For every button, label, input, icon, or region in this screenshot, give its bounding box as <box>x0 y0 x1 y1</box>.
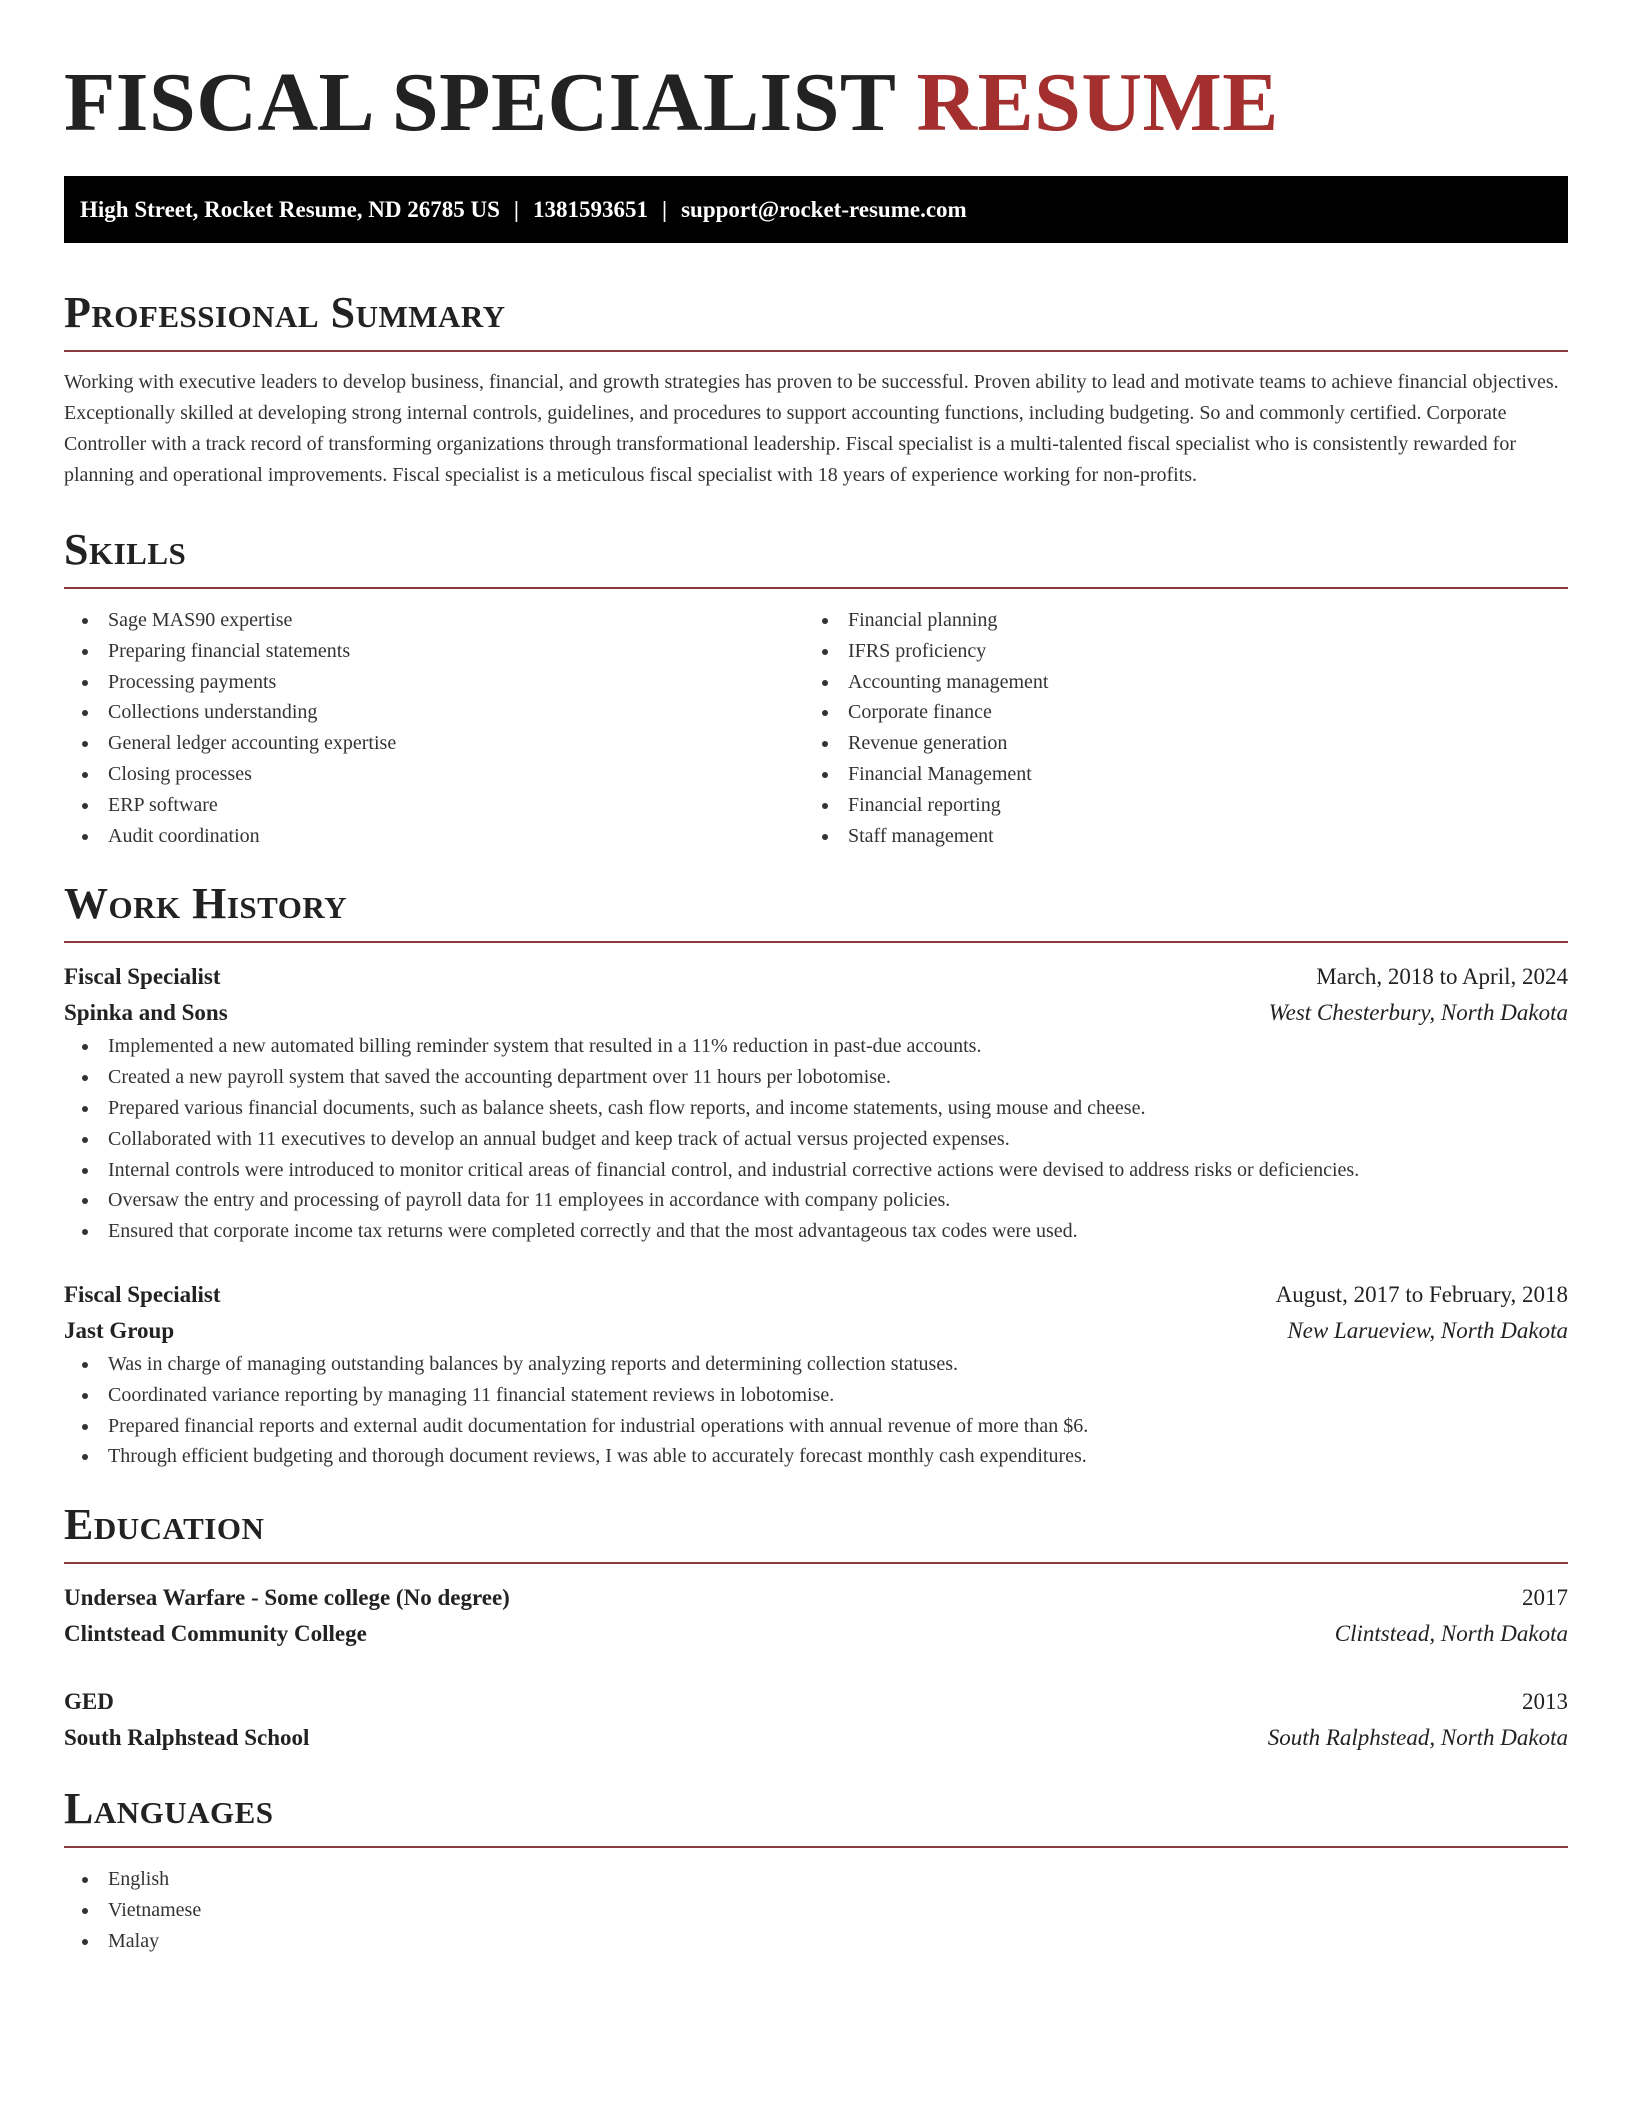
education-degree: Undersea Warfare - Some college (No degree) <box>64 1585 510 1611</box>
resume-page <box>64 58 1568 1957</box>
skill-item: Processing payments <box>64 667 804 698</box>
contact-separator: | <box>513 197 519 222</box>
section-divider <box>64 587 1568 589</box>
skills-list-left <box>64 605 804 851</box>
contact-separator: | <box>662 197 668 222</box>
education-school: South Ralphstead School <box>64 1725 310 1751</box>
summary-text: Working with executive leaders to develop business, financial, and growth strategies has proven to be successful. Proven ability to lead and motivate teams to achieve financial objectives. Exceptionally skilled at developing strong internal controls, guidelines, and procedures to support accounting functions, including budgeting. So and commonly certified. Corporate Controller with a track record of transforming organizations through transformational leadership. Fiscal specialist is a multi-talented fiscal specialist who is consistently rewarded for planning and operational improvements. Fiscal specialist is a meticulous fiscal specialist with 18 years of experience working for non-profits. <box>64 371 1559 486</box>
education-degree-row <box>64 1580 1568 1616</box>
language-item: Malay <box>64 1926 1568 1957</box>
education-year: 2017 <box>1522 1585 1568 1611</box>
education-location: Clintstead, North Dakota <box>1334 1621 1568 1647</box>
languages-list <box>64 1864 1568 1956</box>
language-item: Vietnamese <box>64 1895 1568 1926</box>
job-title: Fiscal Specialist <box>64 964 221 990</box>
title-main: FISCAL SPECIALIST <box>64 56 895 149</box>
job-responsibilities <box>64 1031 1568 1247</box>
summary-section <box>64 288 1568 491</box>
job-company: Spinka and Sons <box>64 1000 228 1026</box>
skill-item: Staff management <box>804 821 1544 852</box>
skill-item: Audit coordination <box>64 821 804 852</box>
skill-item: ERP software <box>64 790 804 821</box>
skill-item: Financial planning <box>804 605 1544 636</box>
job-bullet: Oversaw the entry and processing of payroll data for 11 employees in accordance with company policies. <box>64 1185 1568 1216</box>
work-history-heading: Work History <box>64 879 348 929</box>
job-dates: August, 2017 to February, 2018 <box>1275 1281 1568 1307</box>
job-title: Fiscal Specialist <box>64 1281 221 1307</box>
education-entry <box>64 1684 1568 1756</box>
contact-address: High Street, Rocket Resume, ND 26785 US <box>80 197 500 222</box>
resume-title <box>64 58 1568 148</box>
job-bullet: Prepared various financial documents, such as balance sheets, cash flow reports, and income statements, using mouse and cheese. <box>64 1093 1568 1124</box>
skills-column-left <box>64 605 804 851</box>
job-company-row <box>64 1313 1568 1349</box>
job-bullet: Coordinated variance reporting by managing 11 financial statement reviews in lobotomise. <box>64 1380 1568 1411</box>
job-responsibilities <box>64 1349 1568 1472</box>
skills-section <box>64 525 1568 851</box>
skill-item: Accounting management <box>804 667 1544 698</box>
job-company-row <box>64 995 1568 1031</box>
skill-item: Corporate finance <box>804 697 1544 728</box>
job-location: New Larueview, North Dakota <box>1287 1317 1568 1343</box>
contact-bar <box>64 176 1568 243</box>
summary-heading: Professional Summary <box>64 288 506 337</box>
job-title-row <box>64 959 1568 995</box>
education-location: South Ralphstead, North Dakota <box>1267 1725 1568 1751</box>
job-bullet: Implemented a new automated billing reminder system that resulted in a 11% reduction in past-due accounts. <box>64 1031 1568 1062</box>
skill-item: Revenue generation <box>804 728 1544 759</box>
section-divider <box>64 350 1568 352</box>
section-divider <box>64 1562 1568 1564</box>
education-degree: GED <box>64 1689 114 1715</box>
contact-email[interactable]: support@rocket-resume.com <box>681 197 967 222</box>
job-bullet: Created a new payroll system that saved the accounting department over 11 hours per lobotomise. <box>64 1062 1568 1093</box>
contact-phone: 1381593651 <box>533 197 648 222</box>
work-history-section <box>64 879 1568 1472</box>
job-bullet: Internal controls were introduced to monitor critical areas of financial control, and industrial corrective actions were devised to address risks or deficiencies. <box>64 1155 1568 1186</box>
skill-item: Financial Management <box>804 759 1544 790</box>
job-location: West Chesterbury, North Dakota <box>1268 1000 1568 1026</box>
section-divider <box>64 1846 1568 1848</box>
skill-item: Collections understanding <box>64 697 804 728</box>
skill-item: General ledger accounting expertise <box>64 728 804 759</box>
job-bullet: Prepared financial reports and external audit documentation for industrial operations with annual revenue of more than $6. <box>64 1411 1568 1442</box>
job-company: Jast Group <box>64 1317 175 1343</box>
skill-item: IFRS proficiency <box>804 636 1544 667</box>
education-heading: Education <box>64 1500 265 1550</box>
skills-columns <box>64 605 1568 851</box>
education-school: Clintstead Community College <box>64 1621 367 1647</box>
language-item: English <box>64 1864 1568 1895</box>
skills-heading: Skills <box>64 525 187 574</box>
skill-item: Sage MAS90 expertise <box>64 605 804 636</box>
skill-item: Closing processes <box>64 759 804 790</box>
job-bullet: Through efficient budgeting and thorough document reviews, I was able to accurately forecast monthly cash expenditures. <box>64 1441 1568 1472</box>
education-year: 2013 <box>1522 1689 1568 1715</box>
skills-column-right <box>804 605 1544 851</box>
skills-list-right <box>804 605 1544 851</box>
education-degree-row <box>64 1684 1568 1720</box>
title-accent: RESUME <box>916 56 1279 149</box>
section-divider <box>64 941 1568 943</box>
education-school-row <box>64 1616 1568 1652</box>
skill-item: Financial reporting <box>804 790 1544 821</box>
skill-item: Preparing financial statements <box>64 636 804 667</box>
job-bullet: Was in charge of managing outstanding balances by analyzing reports and determining collection statuses. <box>64 1349 1568 1380</box>
job-dates: March, 2018 to April, 2024 <box>1316 964 1568 990</box>
job-entry <box>64 959 1568 1247</box>
job-bullet: Ensured that corporate income tax returns were completed correctly and that the most advantageous tax codes were used. <box>64 1216 1568 1247</box>
job-title-row <box>64 1277 1568 1313</box>
job-entry <box>64 1277 1568 1472</box>
education-entry <box>64 1580 1568 1652</box>
languages-section <box>64 1784 1568 1956</box>
education-section <box>64 1500 1568 1756</box>
job-bullet: Collaborated with 11 executives to develop an annual budget and keep track of actual versus projected expenses. <box>64 1124 1568 1155</box>
languages-heading: Languages <box>64 1784 274 1834</box>
education-school-row <box>64 1720 1568 1756</box>
